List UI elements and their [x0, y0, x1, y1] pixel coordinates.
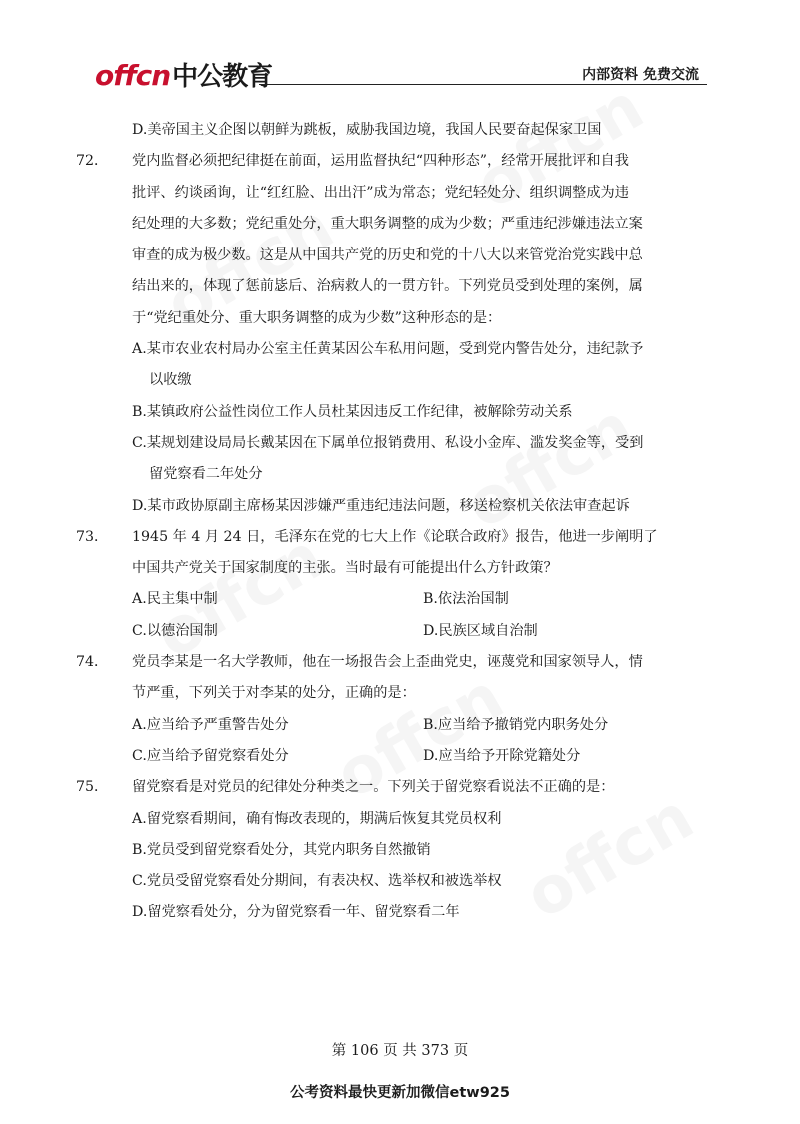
option-a: A.民主集中制: [132, 591, 218, 608]
wechat-note: 公考资料最快更新加微信etw925: [290, 1085, 510, 1101]
question-text-line: 于“党纪重处分、重大职务调整的成为少数”这种形态的是：: [132, 309, 502, 326]
question-text-line: 纪处理的大多数；党纪重处分，重大职务调整的成为少数；严重违纪涉嫌违法立案: [132, 215, 643, 232]
option-b: B.依法治国制: [423, 591, 509, 608]
options-row: [104, 616, 714, 647]
option-c: C.以德治国制: [132, 622, 218, 639]
question-text-line: 批评、约谈函询，让“红红脸、出出汗”成为常态；党纪轻处分、组织调整成为违: [132, 184, 629, 201]
question-text-line: 留党察看是对党员的纪律处分种类之一。下列关于留党察看说法不正确的是：: [132, 779, 615, 796]
logo-en: offcn: [95, 59, 171, 92]
offcn-logo: [95, 56, 272, 93]
option-b: B.党员受到留党察看处分，其党内职务自然撤销: [132, 841, 431, 858]
question-text-line: 党内监督必须把纪律挺在前面，运用监督执纪“四种形态”，经常开展批评和自我: [132, 153, 629, 170]
logo-cn: 中公教育: [172, 62, 273, 92]
option-a: A.某市农业农村局办公室主任黄某因公车私用问题，受到党内警告处分，违纪款予: [132, 341, 644, 358]
header-note: 内部资料 免费交流: [582, 67, 699, 83]
page-number: 第 106 页 共 373 页: [331, 1043, 469, 1059]
options-row: [104, 584, 714, 615]
question-text-line: 结出来的，体现了惩前毖后、治病救人的一贯方针。下列党员受到处理的案例，属: [132, 278, 643, 295]
question-75: [76, 772, 714, 803]
question-text-line: 1945 年 4 月 24 日，毛泽东在党的七大上作《论联合政府》报告，他进一步阐明了: [132, 528, 658, 545]
option-d: D.民族区域自治制: [423, 622, 538, 639]
question-text-line: 节严重，下列关于对李某的处分，正确的是：: [132, 685, 416, 702]
option-c-continued: 留党察看二年处分: [149, 466, 263, 483]
question-number: 73．: [76, 528, 109, 545]
question-text-line: 审查的成为极少数。这是从中国共产党的历史和党的十八大以来管党治党实践中总: [132, 247, 643, 264]
option-d: D.留党察看处分，分为留党察看一年、留党察看二年: [132, 904, 460, 921]
question-number: 74．: [76, 654, 109, 671]
question-74: [76, 647, 714, 710]
option-b: B.某镇政府公益性岗位工作人员杜某因违反工作纪律，被解除劳动关系: [132, 403, 573, 420]
question-number: 75．: [76, 779, 109, 796]
option-a: A.应当给予严重警告处分: [132, 716, 289, 733]
question-text-line: 党员李某是一名大学教师，他在一场报告会上歪曲党史，诬蔑党和国家领导人，情: [132, 654, 643, 671]
option-d: D.某市政协原副主席杨某因涉嫌严重违纪违法问题，移送检察机关依法审查起诉: [132, 497, 630, 514]
prev-question-option-d: D.美帝国主义企图以朝鲜为跳板，威胁我国边境，我国人民要奋起保家卫国: [132, 122, 602, 138]
option-b: B.应当给予撤销党内职务处分: [423, 716, 609, 733]
option-c: C.应当给予留党察看处分: [132, 747, 289, 764]
option-c: C.某规划建设局局长戴某因在下属单位报销费用、私设小金库、滥发奖金等，受到: [132, 434, 644, 451]
option-d: D.应当给予开除党籍处分: [423, 747, 581, 764]
question-72: [76, 146, 714, 334]
header-rule: [259, 84, 707, 85]
options-row: [104, 741, 714, 772]
options-row: [104, 710, 714, 741]
question-73: [76, 522, 714, 585]
option-a: A.留党察看期间，确有悔改表现的，期满后恢复其党员权利: [132, 810, 502, 827]
option-c: C.党员受留党察看处分期间，有表决权、选举权和被选举权: [132, 873, 502, 890]
page-header: [95, 52, 707, 92]
question-number: 72．: [76, 153, 109, 170]
option-a-continued: 以收缴: [149, 372, 192, 389]
question-text-line: 中国共产党关于国家制度的主张。当时最有可能提出什么方针政策？: [132, 560, 558, 577]
document-body: [76, 115, 714, 929]
